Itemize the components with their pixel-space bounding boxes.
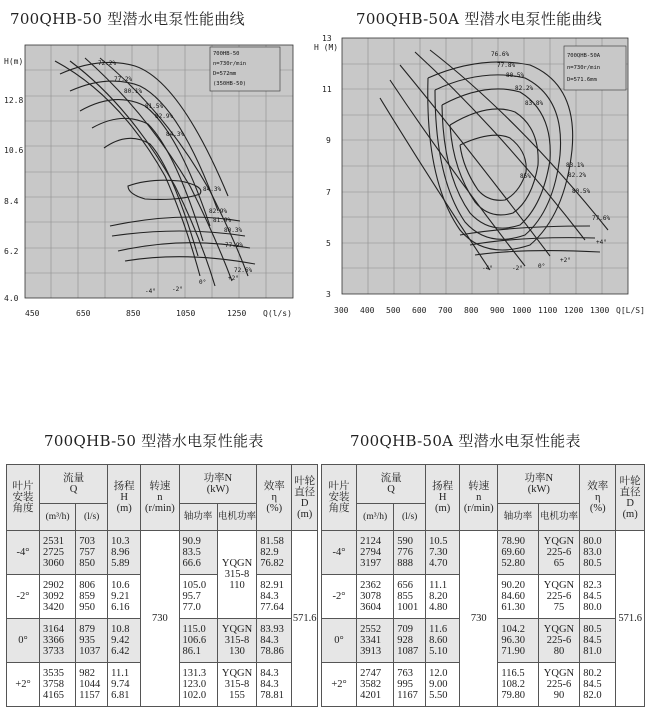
flow-m3h-cell: 2552 3341 3913 <box>357 619 394 663</box>
shaft-power-cell: 78.90 69.60 52.80 <box>498 531 538 575</box>
motor-cell: YQGN 225-6 80 <box>538 619 579 663</box>
head-cell: 12.0 9.00 5.50 <box>426 663 460 707</box>
chart2-eff-label: 76.6% <box>491 51 510 58</box>
header-shaft-power: 轴功率 <box>179 504 217 531</box>
motor-cell: YQGN 315-8 155 <box>217 663 256 707</box>
shaft-power-cell: 90.9 83.5 66.6 <box>179 531 217 575</box>
speed-cell: 730 <box>141 531 179 707</box>
chart2-x-tick: 1300 <box>590 306 610 315</box>
shaft-power-cell: 104.2 96.30 71.90 <box>498 619 538 663</box>
efficiency-cell: 81.58 82.9 76.82 <box>257 531 292 575</box>
table1-title: 700QHB-50 型潜水电泵性能表 <box>44 432 264 450</box>
chart1-title: 700QHB-50 型潜水电泵性能曲线 <box>10 10 245 28</box>
efficiency-cell: 80.2 84.5 82.0 <box>580 663 616 707</box>
chart1-angle-label: +2° <box>228 275 239 282</box>
chart1-legend-line: D=572mm <box>213 71 237 77</box>
chart2-eff-label: 82.2% <box>515 85 534 92</box>
chart1-angle-label: -4° <box>145 288 156 295</box>
header-angle: 叶片 安装 角度 <box>7 465 40 531</box>
chart2-x-tick: 800 <box>464 306 479 315</box>
chart2-y-tick: 13 <box>322 34 332 43</box>
chart2-eff-label: 80.5% <box>572 188 591 195</box>
header-flow-ls: (l/s) <box>76 504 108 531</box>
chart1-x-tick: 450 <box>25 309 40 318</box>
chart2-angle-label: +2° <box>560 257 571 264</box>
header-flow-m3h: (m³/h) <box>357 504 394 531</box>
efficiency-cell: 80.5 84.5 81.0 <box>580 619 616 663</box>
chart2-eff-label: 83.8% <box>525 100 544 107</box>
chart2-y-tick: 11 <box>322 85 332 94</box>
chart1-x-tick: 1050 <box>176 309 196 318</box>
chart2-angle-label: 0° <box>538 263 546 270</box>
impeller-cell: 571.6 <box>292 531 318 707</box>
chart1-y-tick: 10.6 <box>4 146 24 155</box>
angle-cell: 0° <box>7 619 40 663</box>
head-cell: 10.6 9.21 6.16 <box>108 575 141 619</box>
chart2-x-axis-label: Q[L/S] <box>616 306 645 315</box>
header-impeller: 叶轮 直径 D (m) <box>292 465 318 531</box>
header-speed: 转速 n (r/min) <box>141 465 179 531</box>
chart2-x-tick: 1200 <box>564 306 584 315</box>
chart1-legend-line: (350HB-50) <box>213 81 247 87</box>
flow-ls-cell: 656 855 1001 <box>394 575 426 619</box>
chart1-eff-label: 81.9% <box>213 217 232 224</box>
chart1-y-axis-label: H(m) <box>4 57 24 66</box>
flow-m3h-cell: 2531 2725 3060 <box>40 531 76 575</box>
chart1-eff-label: 81.5% <box>145 103 164 110</box>
head-cell: 10.8 9.42 6.42 <box>108 619 141 663</box>
header-power: 功率N (kW) <box>498 465 580 504</box>
angle-cell: -2° <box>7 575 40 619</box>
chart2-eff-label: 82.2% <box>568 172 587 179</box>
table-row <box>322 531 645 575</box>
shaft-power-cell: 90.20 84.60 61.30 <box>498 575 538 619</box>
header-power: 功率N (kW) <box>179 465 257 504</box>
chart2-eff-label: 77.6% <box>592 215 611 222</box>
chart1-x-tick: 650 <box>76 309 91 318</box>
chart1-y-tick: 4.0 <box>4 294 19 303</box>
chart2-y-tick: 3 <box>326 290 331 299</box>
shaft-power-cell: 115.0 106.6 86.1 <box>179 619 217 663</box>
flow-ls-cell: 982 1044 1157 <box>76 663 108 707</box>
chart1-angle-label: -2° <box>172 286 183 293</box>
flow-m3h-cell: 2124 2794 3197 <box>357 531 394 575</box>
header-flow: 流量 Q <box>357 465 426 504</box>
chart1-legend-line: n=730r/min <box>213 61 247 67</box>
header-motor-power: 电机功率 <box>538 504 579 531</box>
chart2-x-tick: 600 <box>412 306 427 315</box>
flow-ls-cell: 709 928 1087 <box>394 619 426 663</box>
motor-cell: YQGN 225-6 65 <box>538 531 579 575</box>
chart2-x-tick: 300 <box>334 306 349 315</box>
table1 <box>6 464 318 707</box>
impeller-cell: 571.6 <box>616 531 645 707</box>
chart2-angle-label: -4° <box>482 265 493 272</box>
header-angle: 叶片 安装 角度 <box>322 465 357 531</box>
header-efficiency: 效率 η (%) <box>580 465 616 531</box>
flow-ls-cell: 763 995 1167 <box>394 663 426 707</box>
efficiency-cell: 84.3 84.3 78.81 <box>257 663 292 707</box>
header-flow: 流量 Q <box>40 465 108 504</box>
flow-ls-cell: 703 757 850 <box>76 531 108 575</box>
chart1-eff-label: 84.3% <box>203 186 222 193</box>
chart1-y-tick: 8.4 <box>4 197 19 206</box>
head-cell: 10.5 7.30 4.70 <box>426 531 460 575</box>
chart1-eff-label: 77.2% <box>114 76 133 83</box>
chart2 <box>310 30 651 330</box>
table-row <box>7 531 318 575</box>
chart1-x-axis-label: Q(l/s) <box>263 309 292 318</box>
chart1-eff-label: 72.2% <box>98 60 117 67</box>
chart2-y-tick: 9 <box>326 136 331 145</box>
head-cell: 10.3 8.96 5.89 <box>108 531 141 575</box>
head-cell: 11.1 9.74 6.81 <box>108 663 141 707</box>
chart2-x-tick: 500 <box>386 306 401 315</box>
chart1-x-tick: 1250 <box>227 309 247 318</box>
chart2-y-tick: 5 <box>326 239 331 248</box>
header-motor-power: 电机功率 <box>217 504 256 531</box>
chart1-eff-label: 72.6% <box>234 267 253 274</box>
chart2-legend-line: n=730r/min <box>567 65 601 71</box>
chart1-eff-label: 82.9% <box>209 208 228 215</box>
motor-cell: YQGN 315-8 110 <box>217 531 256 619</box>
chart2-y-tick: 7 <box>326 188 331 197</box>
chart2-eff-label: 83.1% <box>566 162 585 169</box>
chart1-eff-label: 84.3% <box>166 131 185 138</box>
angle-cell: 0° <box>322 619 357 663</box>
chart2-legend-line: D=571.6mm <box>567 77 597 83</box>
flow-m3h-cell: 2902 3092 3420 <box>40 575 76 619</box>
chart2-legend-text <box>567 53 601 83</box>
chart2-eff-label: 85% <box>520 173 531 180</box>
angle-cell: -2° <box>322 575 357 619</box>
motor-cell: YQGN 225-6 90 <box>538 663 579 707</box>
flow-m3h-cell: 3164 3366 3733 <box>40 619 76 663</box>
shaft-power-cell: 131.3 123.0 102.0 <box>179 663 217 707</box>
chart2-x-tick: 900 <box>490 306 505 315</box>
chart1-eff-label: 82.9% <box>155 113 174 120</box>
chart2-x-tick: 400 <box>360 306 375 315</box>
table2 <box>321 464 645 707</box>
table2-title: 700QHB-50A 型潜水电泵性能表 <box>350 432 581 450</box>
flow-ls-cell: 590 776 888 <box>394 531 426 575</box>
efficiency-cell: 82.91 84.3 77.64 <box>257 575 292 619</box>
efficiency-cell: 80.0 83.0 80.5 <box>580 531 616 575</box>
chart2-y-axis-label: H (M) <box>314 43 339 52</box>
angle-cell: -4° <box>322 531 357 575</box>
shaft-power-cell: 105.0 95.7 77.0 <box>179 575 217 619</box>
chart2-legend-line: 700QHB-50A <box>567 53 601 59</box>
chart2-x-tick: 700 <box>438 306 453 315</box>
chart1-legend-line: 700HB-50 <box>213 51 240 57</box>
angle-cell: +2° <box>322 663 357 707</box>
chart1-eff-label: 80.1% <box>124 88 143 95</box>
header-efficiency: 效率 η (%) <box>257 465 292 531</box>
angle-cell: -4° <box>7 531 40 575</box>
chart1-eff-label: 77.9% <box>225 242 244 249</box>
efficiency-cell: 82.3 84.5 80.0 <box>580 575 616 619</box>
head-cell: 11.1 8.20 4.80 <box>426 575 460 619</box>
speed-cell: 730 <box>460 531 498 707</box>
chart1-eff-label: 80.3% <box>224 227 243 234</box>
header-speed: 转速 n (r/min) <box>460 465 498 531</box>
chart2-angle-label: +4° <box>596 239 607 246</box>
chart2-title: 700QHB-50A 型潜水电泵性能曲线 <box>356 10 603 28</box>
flow-m3h-cell: 2747 3582 4201 <box>357 663 394 707</box>
chart1-y-tick: 12.8 <box>4 96 24 105</box>
header-head: 扬程 H (m) <box>108 465 141 531</box>
shaft-power-cell: 116.5 108.2 79.80 <box>498 663 538 707</box>
chart2-x-tick: 1100 <box>538 306 558 315</box>
angle-cell: +2° <box>7 663 40 707</box>
flow-ls-cell: 806 859 950 <box>76 575 108 619</box>
header-impeller: 叶轮 直径 D (m) <box>616 465 645 531</box>
flow-m3h-cell: 2362 3078 3604 <box>357 575 394 619</box>
chart1-x-tick: 850 <box>126 309 141 318</box>
chart2-x-tick: 1000 <box>512 306 532 315</box>
chart1-y-tick: 6.2 <box>4 247 19 256</box>
chart2-angle-label: -2° <box>512 265 523 272</box>
chart2-eff-label: 80.5% <box>506 72 525 79</box>
flow-m3h-cell: 3535 3758 4165 <box>40 663 76 707</box>
header-flow-ls: (l/s) <box>394 504 426 531</box>
header-flow-m3h: (m³/h) <box>40 504 76 531</box>
header-head: 扬程 H (m) <box>426 465 460 531</box>
chart2-eff-label: 77.8% <box>497 62 516 69</box>
motor-cell: YQGN 225-6 75 <box>538 575 579 619</box>
motor-cell: YQGN 315-8 130 <box>217 619 256 663</box>
efficiency-cell: 83.93 84.3 78.86 <box>257 619 292 663</box>
header-shaft-power: 轴功率 <box>498 504 538 531</box>
head-cell: 11.6 8.60 5.10 <box>426 619 460 663</box>
flow-ls-cell: 879 935 1037 <box>76 619 108 663</box>
chart1-angle-label: 0° <box>199 279 207 286</box>
chart1 <box>0 36 310 326</box>
